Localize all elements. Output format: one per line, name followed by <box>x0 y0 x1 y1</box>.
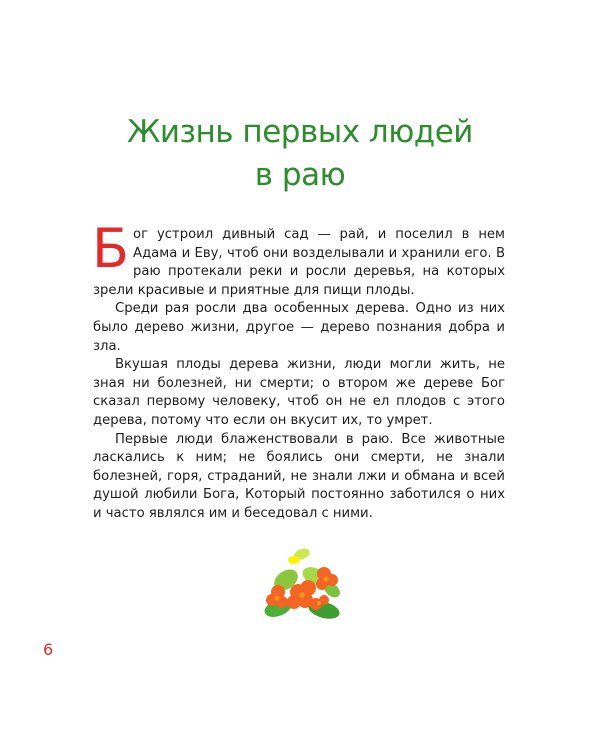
paragraph-4: Первые люди блаженствовали в раю. Все животные ласкались к ним; не боялись они смерти, не знали болезней, горя, страданий, не знали лжи и обмана и всей душой любили Бога, Который постоянно заботился о них и часто являлся им и беседовал с ними. <box>93 431 505 521</box>
paragraph-1 <box>92 217 505 300</box>
paragraph-3: Вкушая плоды дерева жизни, люди могли жить, не зная ни болезней, ни смерти; о втором же дереве Бог сказал первому человеку, чтоб он не ел плодов с этого дерева, потому что если он вкусит их, то умрет. <box>93 357 505 428</box>
body-text <box>92 217 505 524</box>
drop-cap: Б <box>92 217 130 280</box>
flowers-illustration <box>258 546 346 622</box>
page-title <box>0 111 600 197</box>
paragraph-2: Среди рая росли два особенных дерева. Одно из них было дерево жизни, другое — дерево познания добра и зла. <box>93 301 505 354</box>
paragraph-1-text: ог устроил дивный сад — рай, и поселил в нем Адама и Еву, чтоб они возделывали и хранили его. В раю протекали реки и росли деревья, на которых зрели красивые и приятные для пищи плоды. <box>93 227 505 298</box>
title-line-1: Жизнь первых людей <box>127 113 473 150</box>
page-number: 6 <box>43 640 54 659</box>
title-line-2: в раю <box>254 156 346 193</box>
